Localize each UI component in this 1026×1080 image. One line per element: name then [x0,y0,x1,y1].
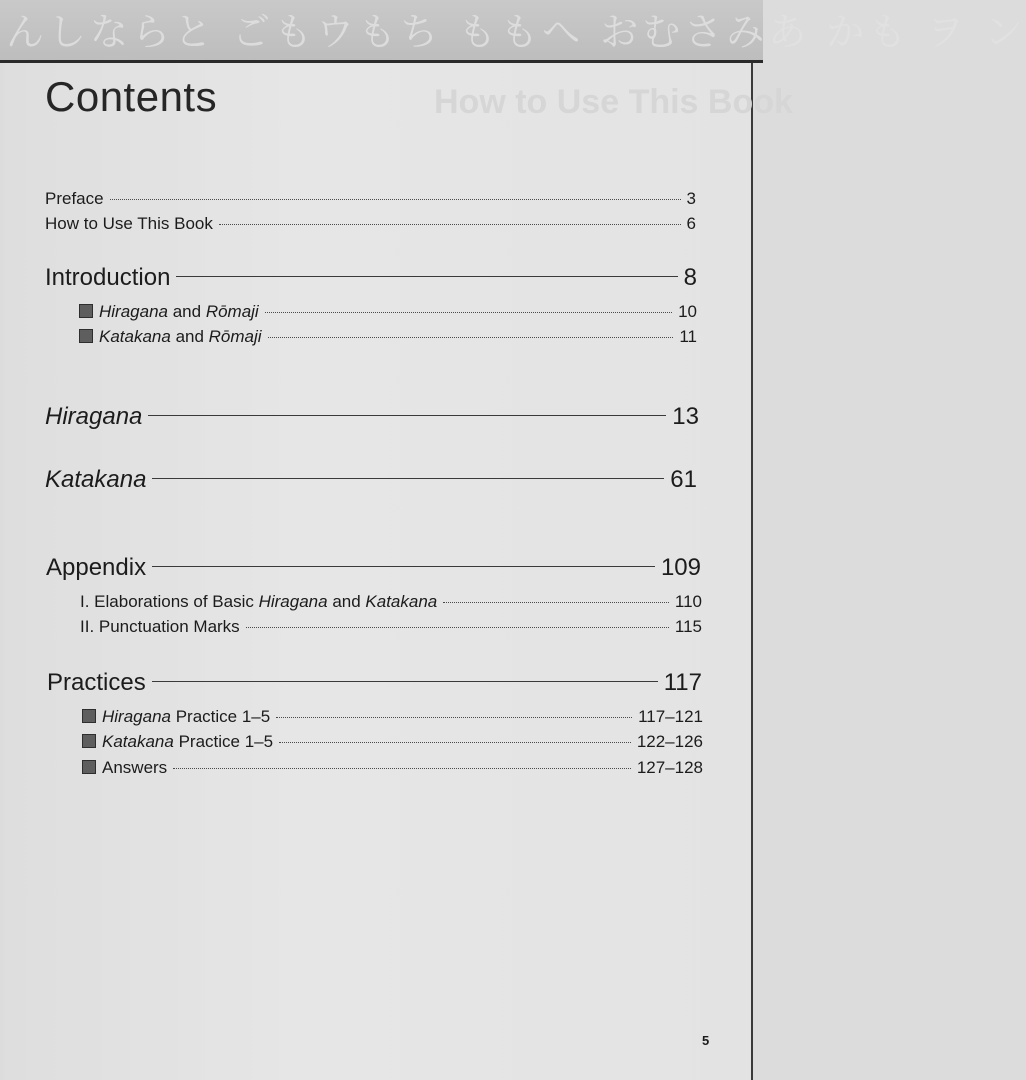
dot-leader [219,224,681,225]
entry-label: Preface [45,189,104,208]
dot-leader [265,312,672,313]
header-band [0,0,1026,60]
toc-entry-katakana-practice[interactable] [82,732,703,752]
dot-leader [276,717,632,718]
kana-decoration: んしならと ごもウもち ももへ おむさみあ かも ヲ ン [6,10,1026,54]
toc-section-introduction[interactable] [45,264,697,292]
entry-label: Katakana Practice 1–5 [82,732,273,752]
rule-leader [176,276,677,277]
entry-page: 115 [674,617,702,636]
section-title: Appendix [46,554,147,581]
section-page: 117 [663,669,702,696]
entry-page: 127–128 [636,758,703,777]
toc-entry-preface[interactable] [45,189,696,209]
toc-entry-answers[interactable] [82,758,703,778]
entry-page: 117–121 [638,707,703,726]
section-page: 8 [683,264,697,291]
entry-page: 3 [686,189,696,208]
dot-leader [443,602,669,603]
dot-leader [268,337,674,338]
toc-section-hiragana[interactable] [45,403,699,431]
dot-leader [279,742,631,743]
entry-page: 122–126 [636,732,703,751]
entry-label: Answers [82,758,167,778]
toc-entry-hiragana-practice[interactable] [82,707,703,727]
toc-section-practices[interactable] [47,669,702,697]
square-bullet-icon [79,329,93,343]
section-page: 109 [660,554,701,581]
dot-leader [110,199,681,200]
square-bullet-icon [82,734,96,748]
page-title: Contents [45,73,218,120]
rule-leader [152,566,655,567]
entry-label: I. Elaborations of Basic Hiragana and Katakana [80,592,438,611]
square-bullet-icon [79,304,93,318]
entry-label: Hiragana and Rōmaji [79,302,259,322]
dot-leader [246,627,669,628]
rule-leader [148,415,666,416]
rule-leader [152,478,664,479]
section-page: 13 [672,403,699,430]
section-title: Hiragana [45,403,143,430]
entry-label: II. Punctuation Marks [80,617,240,636]
entry-page: 10 [678,302,697,321]
entry-label: Katakana and Rōmaji [79,327,262,347]
toc-section-appendix[interactable] [46,554,701,582]
rule-leader [152,681,658,682]
toc-section-katakana[interactable] [45,466,697,494]
dot-leader [173,768,631,769]
section-page: 61 [670,466,697,493]
entry-page: 11 [679,327,697,346]
page-number: 5 [702,1033,710,1048]
entry-label: Hiragana Practice 1–5 [82,707,270,727]
square-bullet-icon [82,709,96,723]
entry-page: 110 [674,592,702,611]
show-through-text: How to Use This Book [434,83,793,121]
contents-page [4,63,793,1080]
toc-entry-katakana-romaji[interactable] [79,327,697,347]
toc-entry-hiragana-romaji[interactable] [79,302,697,322]
toc-entry-how-to-use[interactable] [45,214,696,234]
entry-page: 6 [686,214,696,233]
entry-label: How to Use This Book [45,214,213,233]
section-title: Introduction [45,264,171,291]
toc-entry-elaborations[interactable] [80,592,702,612]
section-title: Practices [47,669,146,696]
toc-entry-punctuation[interactable] [80,617,702,637]
section-title: Katakana [45,466,147,493]
square-bullet-icon [82,760,96,774]
